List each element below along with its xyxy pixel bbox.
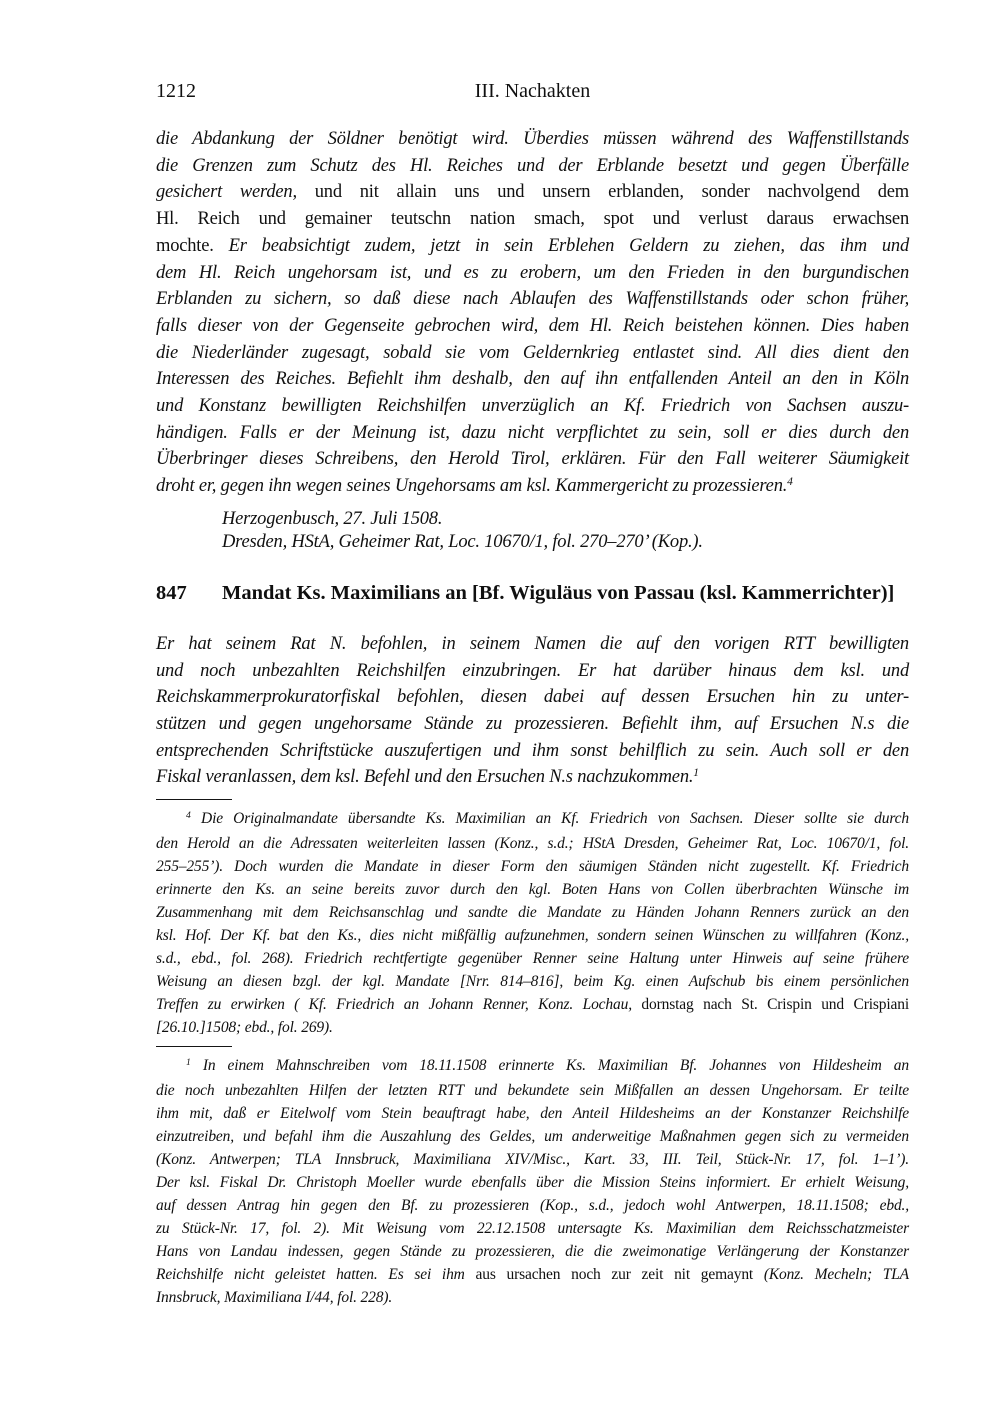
text-segment: Interessen des Reiches. Befiehlt ihm deshalb, den auf ihn entfallenden Anteil an den in Köln [156,369,909,390]
text-segment: (Konz. Antwerpen; TLA Innsbruck, Maximiliana XIV/Misc., Kart. 33, III. Teil, Stück-Nr. 17, fol. 1–1’). [156,1151,909,1169]
text-block [156,0,909,1309]
text-line [156,684,909,711]
text-line [156,366,909,393]
text-line [156,947,909,970]
text-line [156,1240,909,1263]
text-line [156,126,909,153]
text-segment: Die Originalmandate übersandte Ks. Maximilian an Kf. Friedrich von Sachsen. Dieser sollte sie durch [190,810,909,828]
footnote-marker: 4 [186,809,191,821]
text-segment: Weisung an diesen bzgl. der kgl. Mandate [Nrr. 814–816], beim Kg. einen Aufschub bis einem persönlichen [156,973,909,991]
text-segment: die Grenzen zum Schutz des Hl. Reiches und der Erblande besetzt und gegen Überfälle [156,155,909,176]
text-segment: auf dessen Antrag hin gegen den Bf. zu prozessieren (Kop., s.d., jedoch wohl Antwerpen, 18.11.1508; ebd., [156,1197,909,1215]
text-segment: Reichskammerprokuratorfiskal befohlen, diesen dabei auf dessen Ersuchen hin zu unter- [156,687,909,708]
text-segment: Fiskal veranlassen, dem ksl. Befehl und den Ersuchen N.s nachzukommen. [156,767,694,788]
text-line [156,711,909,738]
text-line [156,313,909,340]
footnote-1 [156,1054,909,1309]
text-segment: ihm mit, daß er Eitelwolf vom Stein beauftragt habe, den Anteil Hildesheims an der Konstanzer Reichshilfe [156,1105,909,1123]
text-line [156,1217,909,1240]
text-segment: gesichert werden, [156,182,297,203]
text-line [156,1016,909,1039]
text-segment: Innsbruck, Maximiliana I/44, fol. 228). [156,1289,393,1307]
page-header [156,80,909,102]
text-line [156,1263,909,1286]
text-line [156,1079,909,1102]
document-title: Mandat Ks. Maximilians an [Bf. Wiguläus von Passau (ksl. Kammerrichter)] [222,581,895,604]
text-line [156,206,909,233]
text-segment: dornstag nach St. Crispin und Crispiani [641,996,909,1014]
previous-document-summary [156,126,909,502]
text-segment: Zusammenhang mit dem Reichsanschlag und sandte die Mandate zu Händen Johann Renners zurück an den [156,904,909,922]
text-line [156,658,909,685]
text-segment: Er hat seinem Rat N. befohlen, in seinem Namen die auf den vorigen RTT bewilligten [156,633,909,654]
footnote-separator [156,799,232,800]
running-head: III. Nachakten [474,80,591,102]
text-segment: (Konz. Mecheln; TLA [763,1266,909,1284]
text-line [156,393,909,420]
footnote-marker: 4 [787,475,793,488]
text-segment: [26.10.]1508; ebd., fol. 269). [156,1019,333,1037]
text-segment: die Abdankung der Söldner benötigt wird. Überdies müssen während des Waffenstillstands [156,129,909,149]
text-line [156,1194,909,1217]
footnote-4 [156,807,909,1039]
text-segment: Hans von Landau indessen, gegen Stände zu prozessieren, die die zweimonatige Verlängerung der Konstanzer [156,1243,909,1261]
document-number: 847 [156,581,187,604]
text-segment: Überbringer dieses Schreibens, den Herold Tirol, erklären. Für den Fall weiterer Säumigkeit [156,449,909,470]
text-line [156,807,909,832]
text-segment: falls dieser von der Gegenseite gebrochen wird, dem Hl. Reich beistehen können. Dies haben [156,315,909,336]
text-line [156,286,909,313]
footnote-marker: 1 [186,1056,191,1068]
text-line [156,631,909,658]
text-line [156,1171,909,1194]
text-segment: zu Stück-Nr. 17, fol. 2). Mit Weisung vom 22.12.1508 untersagte Ks. Maximilian dem Reichsschatzmeister [156,1220,909,1238]
text-segment: Er beabsichtigt zudem, jetzt in sein Erblehen Geldern zu ziehen, das ihm und [228,235,909,256]
text-segment: einzutreiben, und befahl ihm die Auszahlung des Geldes, um anderweitige Maßnahmen gegen sich zu vermeiden [156,1128,909,1146]
text-line [156,764,909,793]
footnote-separator [156,1046,232,1047]
text-segment: dem Hl. Reich ungehorsam ist, und es zu erobern, um den Frieden in den burgundischen [156,262,909,283]
text-segment: und noch unbezahlten Reichshilfen einzubringen. Er hat darüber hinaus dem ksl. und [156,660,909,681]
text-line [156,924,909,947]
text-line [156,260,909,287]
text-line [156,233,909,260]
text-segment: 255–255’). Doch wurden die Mandate in dieser Form den säumigen Ständen nicht zugestellt. Kf. Friedrich [156,858,909,876]
text-line [156,1125,909,1148]
text-segment: händigen. Falls er der Meinung ist, dazu nicht verpflichtet zu sein, soll er dies durch den [156,422,909,443]
date-line: Herzogenbusch, 27. Juli 1508. [222,508,443,529]
text-segment: den Herold an die Adressaten weiterleiten lassen (Konz., s.d.; HStA Dresden, Geheimer Rat, Loc. 10670/1, fol. [156,835,909,853]
text-segment: droht er, gegen ihn wegen seines Ungehorsams am ksl. Kammergericht zu prozessieren. [156,476,788,497]
text-line [156,179,909,206]
text-line [156,420,909,447]
page-number: 1212 [156,80,196,102]
text-line [156,1054,909,1079]
text-segment: die noch unbezahlten Hilfen der letzten RTT und bekundete sein Mißfallen an dessen Ungehorsam. Er teilte [156,1082,909,1100]
text-line [156,901,909,924]
document-heading [156,582,909,605]
text-segment: Treffen zu erwirken ( Kf. Friedrich an Johann Renner, Konz. Lochau, [156,996,642,1014]
text-segment: s.d., ebd., fol. 268). Friedrich rechtfertigte gegenüber Renner seine Haltung unter Hinweis auf seine frühere [156,950,909,968]
text-line [156,153,909,180]
text-segment: ksl. Hof. Der Kf. bat den Ks., dies nicht mißfällig aufzunehmen, sondern seinen Wünschen zu willfahren (Konz., [156,927,909,945]
text-segment: entsprechenden Schriftstücke auszufertigen und ihm sonst behilflich zu sein. Auch soll er den [156,740,909,761]
text-line [156,855,909,878]
text-line [156,340,909,367]
text-segment: und Konstanz bewilligten Reichshilfen unverzüglich an Kf. Friedrich von Sachsen auszu- [156,396,909,417]
text-segment: erinnerte den Ks. an seine bereits zuvor durch den kgl. Boten Hans von Collen überbrachten Wünsche im [156,881,909,899]
document-847-summary [156,631,909,793]
footnote-marker: 1 [693,767,700,780]
text-segment: Erblanden zu sichern, so daß diese nach Ablaufen des Waffenstillstands oder schon früher, [156,289,909,310]
text-line [156,993,909,1016]
text-segment: stützen und gegen ungehorsame Stände zu prozessieren. Befiehlt ihm, auf Ersuchen N.s die [156,713,909,734]
text-line [156,446,909,473]
text-segment: Reichshilfe nicht geleistet hatten. Es sei ihm [156,1266,476,1284]
text-segment: und nit allain uns und unsern erblanden, sonder nachvolgend dem [296,182,909,203]
text-segment: die Niederländer zugesagt, sobald sie vom Geldernkrieg entlastet sind. All dies dient den [156,342,909,363]
text-line [156,473,909,502]
source-line: Dresden, HStA, Geheimer Rat, Loc. 10670/1, fol. 270–270’ (Kop.). [222,532,703,553]
text-segment: Hl. Reich und gemainer teutschn nation smach, spot und verlust daraus erwachsen [156,209,909,230]
text-line [156,1286,909,1309]
text-segment: mochte. [156,235,229,256]
text-line [156,1102,909,1125]
previous-document-provenance [156,508,909,555]
text-line [156,970,909,993]
text-line [156,832,909,855]
text-segment: In einem Mahnschreiben vom 18.11.1508 erinnerte Ks. Maximilian Bf. Johannes von Hildesheim an [190,1057,909,1075]
text-line [156,878,909,901]
text-line [156,738,909,765]
text-segment: aus ursachen noch zur zeit nit gemaynt [475,1266,764,1284]
text-line [156,1148,909,1171]
text-segment: Der ksl. Fiskal Dr. Christoph Moeller wurde ebenfalls über die Mission Steins informiert. Er erhielt Weisung, [156,1174,909,1192]
